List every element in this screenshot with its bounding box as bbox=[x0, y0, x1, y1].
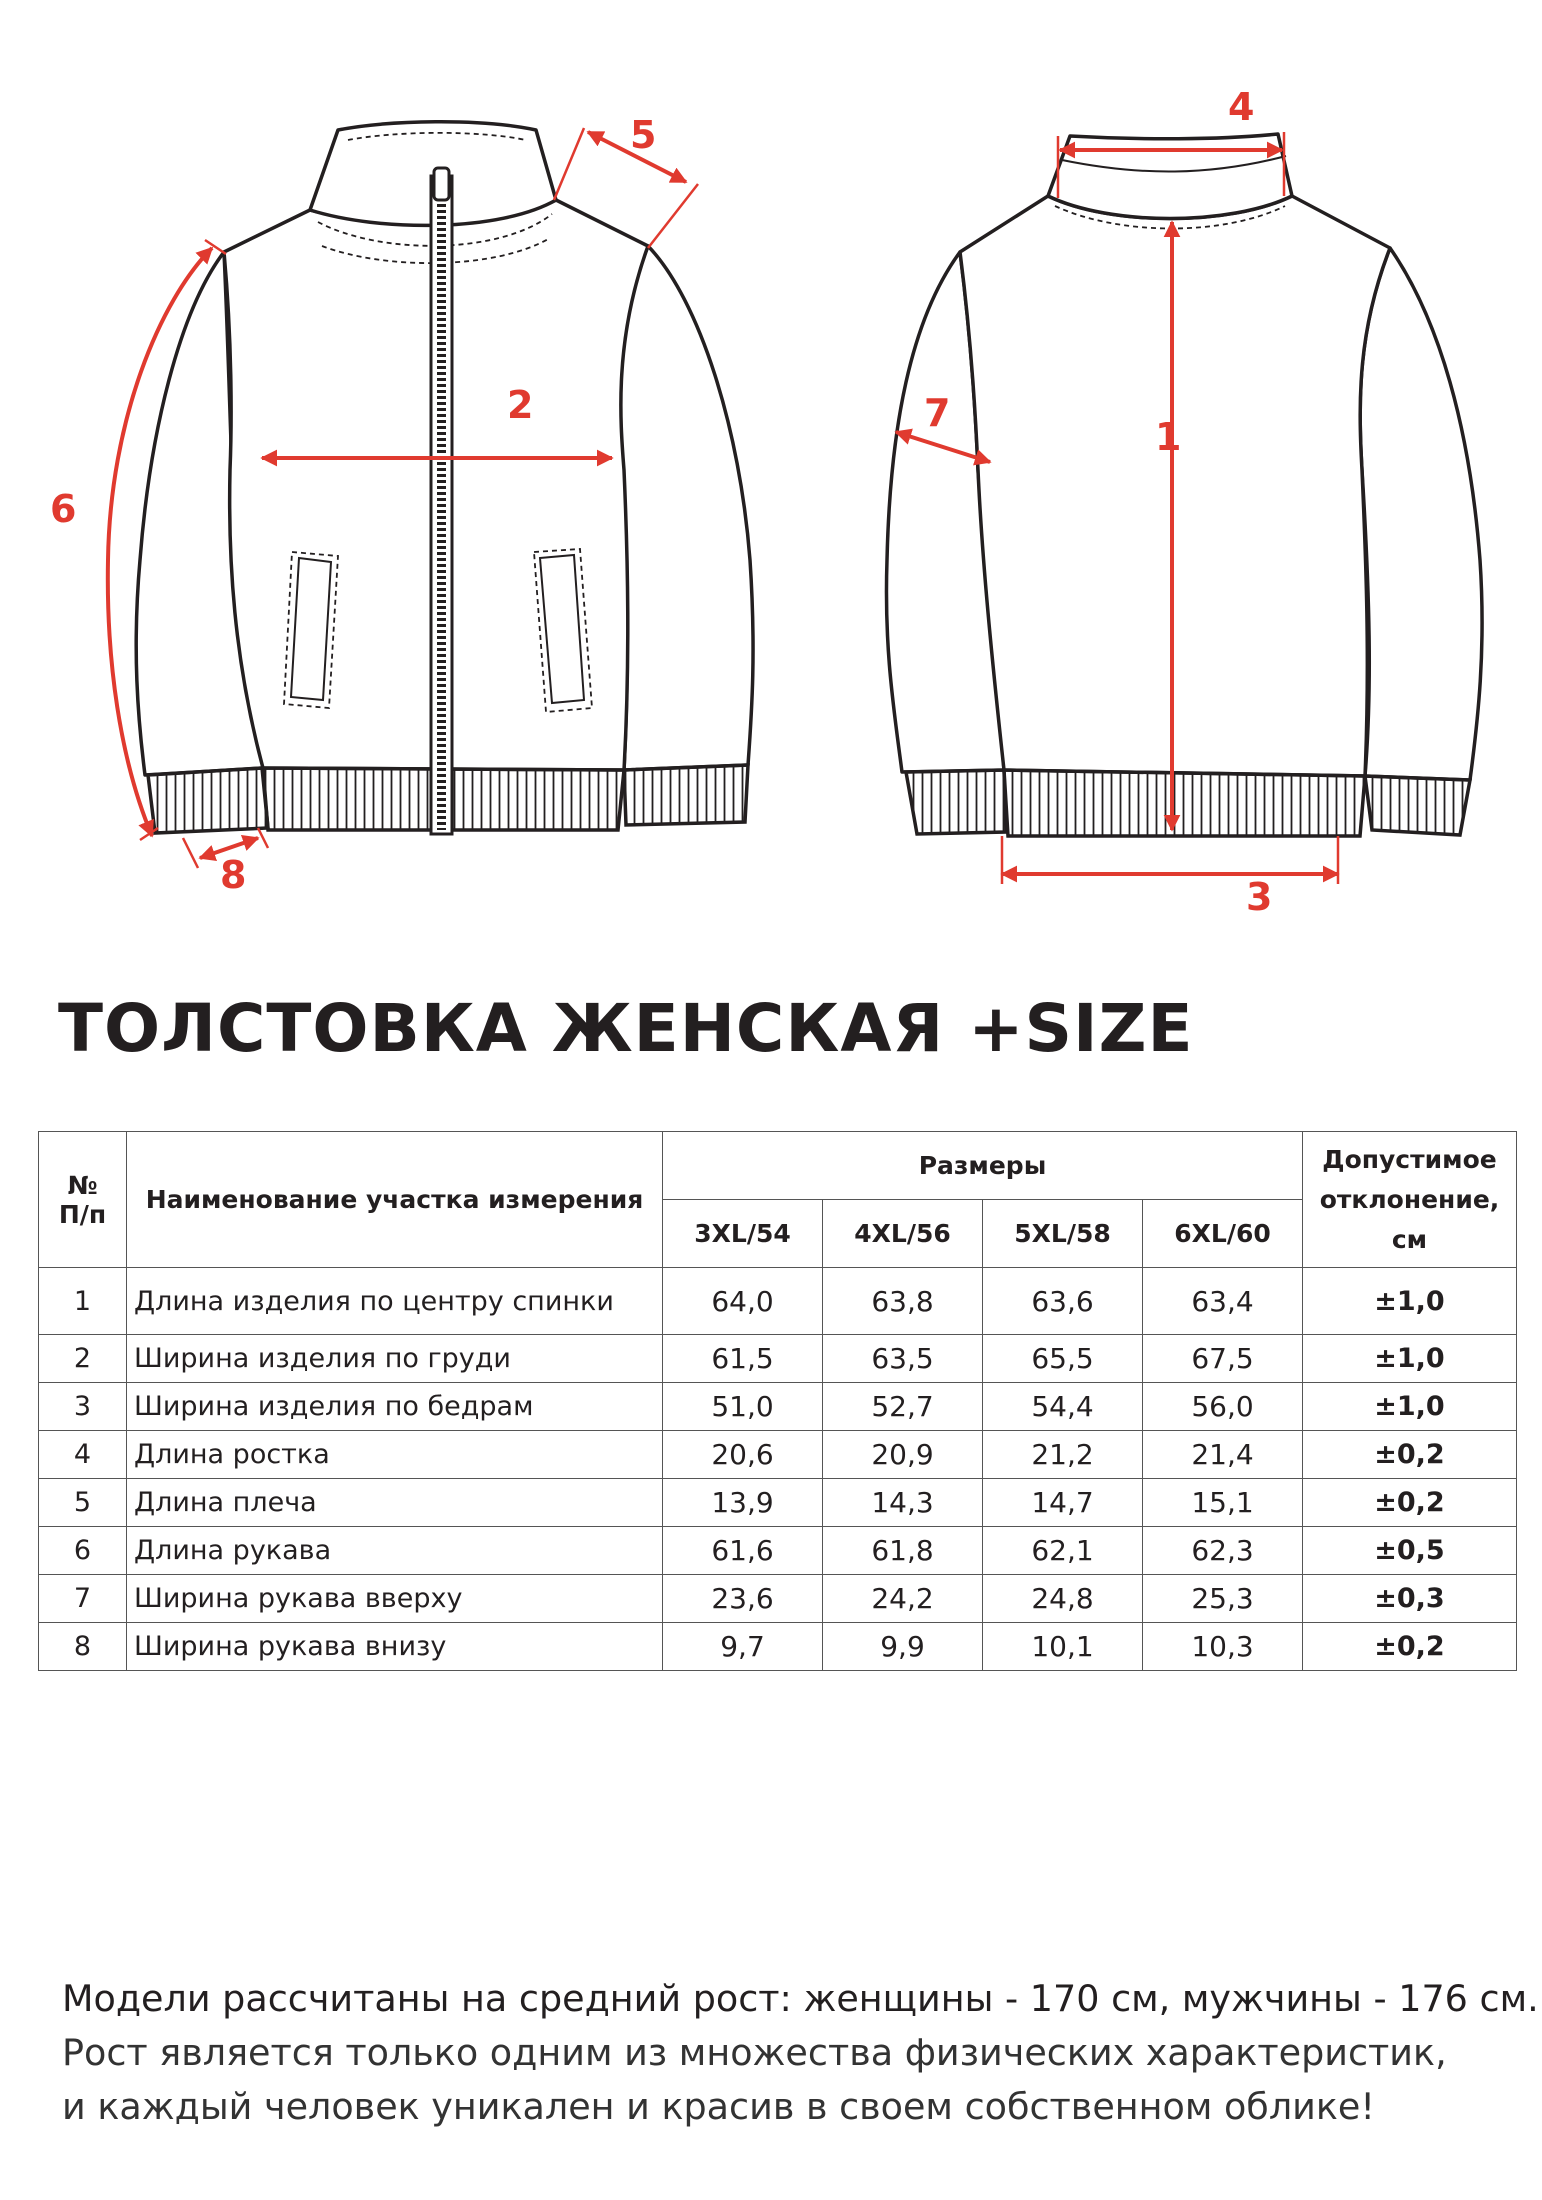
size-value: 61,6 bbox=[663, 1527, 823, 1575]
jacket-front-drawing bbox=[136, 122, 753, 834]
size-value: 10,3 bbox=[1143, 1623, 1303, 1671]
size-value: 21,4 bbox=[1143, 1431, 1303, 1479]
row-number: 6 bbox=[39, 1527, 127, 1575]
size-value: 62,3 bbox=[1143, 1527, 1303, 1575]
row-name: Длина рукава bbox=[127, 1527, 663, 1575]
size-value: 24,8 bbox=[983, 1575, 1143, 1623]
row-name: Ширина изделия по бедрам bbox=[127, 1383, 663, 1431]
table-row bbox=[39, 1383, 1517, 1431]
header-name: Наименование участка измерения bbox=[127, 1132, 663, 1268]
marker-3: 3 bbox=[1246, 875, 1273, 919]
table-row bbox=[39, 1575, 1517, 1623]
size-value: 63,4 bbox=[1143, 1268, 1303, 1335]
row-number: 8 bbox=[39, 1623, 127, 1671]
row-number: 5 bbox=[39, 1479, 127, 1527]
size-value: 21,2 bbox=[983, 1431, 1143, 1479]
marker-8: 8 bbox=[220, 853, 247, 897]
footer-line-3: и каждый человек уникален и красив в своем собственном облике! bbox=[62, 2085, 1376, 2128]
size-value: 62,1 bbox=[983, 1527, 1143, 1575]
size-value: 67,5 bbox=[1143, 1335, 1303, 1383]
size-value: 14,7 bbox=[983, 1479, 1143, 1527]
table-row bbox=[39, 1431, 1517, 1479]
row-number: 2 bbox=[39, 1335, 127, 1383]
marker-4: 4 bbox=[1228, 85, 1255, 129]
row-name: Длина изделия по центру спинки bbox=[127, 1268, 663, 1335]
size-value: 15,1 bbox=[1143, 1479, 1303, 1527]
row-tolerance: ±0,2 bbox=[1303, 1431, 1517, 1479]
footer-line-2: Рост является только одним из множества физических характеристик, bbox=[62, 2031, 1447, 2074]
size-value: 56,0 bbox=[1143, 1383, 1303, 1431]
size-value: 10,1 bbox=[983, 1623, 1143, 1671]
size-value: 65,5 bbox=[983, 1335, 1143, 1383]
header-tolerance-line2: отклонение, bbox=[1319, 1184, 1500, 1214]
row-tolerance: ±0,2 bbox=[1303, 1623, 1517, 1671]
header-number-line1: № bbox=[67, 1170, 98, 1200]
marker-7: 7 bbox=[924, 391, 951, 435]
footer-line-1: Модели рассчитаны на средний рост: женщины - 170 см, мужчины - 176 см. bbox=[62, 1977, 1539, 2020]
size-value: 52,7 bbox=[823, 1383, 983, 1431]
table-row bbox=[39, 1527, 1517, 1575]
header-size: 5XL/58 bbox=[983, 1200, 1143, 1268]
header-number bbox=[39, 1132, 127, 1268]
row-name: Длина плеча bbox=[127, 1479, 663, 1527]
size-value: 20,9 bbox=[823, 1431, 983, 1479]
marker-1: 1 bbox=[1155, 415, 1182, 459]
size-value: 24,2 bbox=[823, 1575, 983, 1623]
row-tolerance: ±1,0 bbox=[1303, 1383, 1517, 1431]
size-value: 51,0 bbox=[663, 1383, 823, 1431]
size-value: 61,5 bbox=[663, 1335, 823, 1383]
size-value: 20,6 bbox=[663, 1431, 823, 1479]
row-number: 3 bbox=[39, 1383, 127, 1431]
size-value: 9,9 bbox=[823, 1623, 983, 1671]
header-size: 6XL/60 bbox=[1143, 1200, 1303, 1268]
size-value: 14,3 bbox=[823, 1479, 983, 1527]
table-row bbox=[39, 1479, 1517, 1527]
row-tolerance: ±0,5 bbox=[1303, 1527, 1517, 1575]
jacket-back-drawing bbox=[886, 134, 1482, 836]
row-number: 7 bbox=[39, 1575, 127, 1623]
row-name: Длина ростка bbox=[127, 1431, 663, 1479]
page-title: ТОЛСТОВКА ЖЕНСКАЯ +SIZE bbox=[58, 990, 1194, 1067]
header-tolerance-line3: см bbox=[1391, 1224, 1428, 1254]
row-name: Ширина рукава внизу bbox=[127, 1623, 663, 1671]
measurement-diagram bbox=[0, 0, 1542, 930]
header-sizes-group: Размеры bbox=[663, 1132, 1303, 1200]
size-value: 54,4 bbox=[983, 1383, 1143, 1431]
size-value: 25,3 bbox=[1143, 1575, 1303, 1623]
row-name: Ширина изделия по груди bbox=[127, 1335, 663, 1383]
marker-6: 6 bbox=[50, 487, 77, 531]
row-tolerance: ±1,0 bbox=[1303, 1335, 1517, 1383]
size-value: 63,8 bbox=[823, 1268, 983, 1335]
row-number: 1 bbox=[39, 1268, 127, 1335]
header-size: 4XL/56 bbox=[823, 1200, 983, 1268]
size-value: 63,5 bbox=[823, 1335, 983, 1383]
size-value: 64,0 bbox=[663, 1268, 823, 1335]
table-row bbox=[39, 1335, 1517, 1383]
header-tolerance bbox=[1303, 1132, 1517, 1268]
header-size: 3XL/54 bbox=[663, 1200, 823, 1268]
footer-note bbox=[62, 1972, 1539, 2134]
row-tolerance: ±0,2 bbox=[1303, 1479, 1517, 1527]
size-value: 13,9 bbox=[663, 1479, 823, 1527]
row-name: Ширина рукава вверху bbox=[127, 1575, 663, 1623]
header-tolerance-line1: Допустимое bbox=[1322, 1144, 1497, 1174]
row-tolerance: ±1,0 bbox=[1303, 1268, 1517, 1335]
size-value: 23,6 bbox=[663, 1575, 823, 1623]
size-value: 9,7 bbox=[663, 1623, 823, 1671]
table-row bbox=[39, 1623, 1517, 1671]
row-tolerance: ±0,3 bbox=[1303, 1575, 1517, 1623]
size-table bbox=[38, 1131, 1517, 1671]
marker-2: 2 bbox=[507, 383, 534, 427]
row-number: 4 bbox=[39, 1431, 127, 1479]
size-value: 61,8 bbox=[823, 1527, 983, 1575]
table-row bbox=[39, 1268, 1517, 1335]
header-number-line2: П/п bbox=[58, 1199, 107, 1229]
marker-5: 5 bbox=[630, 113, 657, 157]
size-value: 63,6 bbox=[983, 1268, 1143, 1335]
